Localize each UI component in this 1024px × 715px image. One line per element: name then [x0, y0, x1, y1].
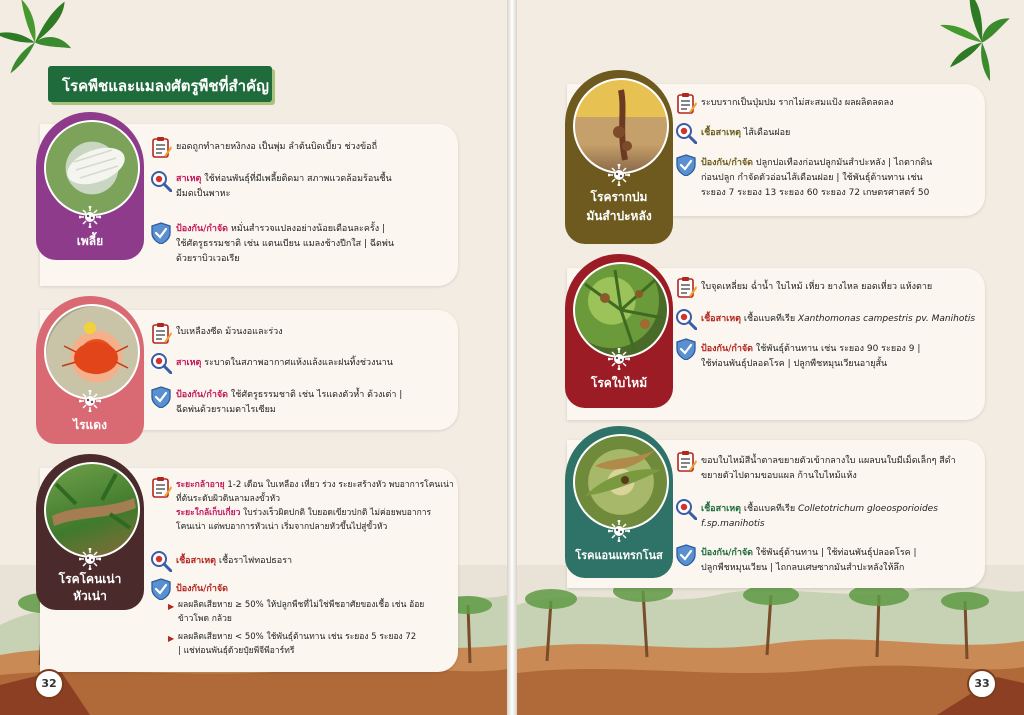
- virus-icon: [79, 548, 101, 570]
- red-mite-photo: [44, 304, 140, 400]
- control-label: ป้องกัน/กำจัด: [701, 158, 754, 168]
- bullet-text: ผลผลิตเสียหาย ≥ 50% ให้ปลูกพืชที่ไม่ใช่พืชอาศัยของเชื้อ เช่น อ้อย: [178, 600, 425, 610]
- control-text: ใช้พันธุ์ต้านทาน เช่น ระยอง 90 ระยอง 9 |: [755, 344, 921, 354]
- page-number: 32: [34, 669, 64, 699]
- cause-text: ระบาดในสภาพอากาศแห้งแล้งและฝนทิ้งช่วงนาน: [204, 358, 393, 368]
- symptom-label-2: ระยะใกล้เก็บเกี่ยว: [176, 508, 241, 518]
- bullet-arrow-icon: ▶: [168, 634, 175, 643]
- root-rot-badge: [36, 454, 144, 610]
- pest-name: เพลี้ย: [76, 234, 104, 248]
- cause-text: เชื้อแบคทีเรีย: [743, 504, 798, 514]
- control-text-2: ใช้ท่อนพันธุ์ปลอดโรค | ปลูกพืชหมุนเวียนอายุสั้น: [701, 359, 888, 369]
- symptom-text-1: 1-2 เดือน ใบเหลือง เหี่ยว ร่วง ระยะสร้างหัว พบอาการโคนเน่า: [224, 480, 454, 490]
- shield-icon: [150, 386, 172, 408]
- cause-text: เชื้อราไฟทอปธอรา: [218, 556, 293, 566]
- pest-name-line-2: หัวเน่า: [73, 589, 107, 603]
- symptom-text-2: ขยายตัวไปตามขอบแผล ก้านใบไหม้แห้ง: [701, 471, 857, 481]
- virus-icon: [608, 348, 630, 370]
- cause-text: ไส้เดือนฝอย: [743, 128, 791, 138]
- control-text-3: ด้วยราบิวเวอเรีย: [176, 254, 240, 264]
- shield-icon: [675, 154, 697, 176]
- cause-label: เชื้อสาเหตุ: [176, 556, 216, 566]
- pest-name: ไรแดง: [73, 418, 107, 432]
- control-label: ป้องกัน/กำจัด: [701, 344, 754, 354]
- cause-text-2: มีมดเป็นพาหะ: [176, 189, 231, 199]
- pest-name: โรคแอนแทรกโนส: [575, 549, 663, 562]
- magnifier-bug-icon: [150, 170, 172, 192]
- cassava-leaf-icon: [927, 0, 1024, 84]
- clipboard-icon: [150, 136, 172, 158]
- root-knot-photo: [573, 78, 669, 174]
- anthracnose-badge: [565, 426, 673, 578]
- control-text-2: ปลูกพืชหมุนเวียน | ไถกลบเศษซากมันสำปะหลังให้ลึก: [701, 563, 905, 573]
- symptom-text: ยอดถูกทำลายหงิกงอ เป็นพุ่ม ลำต้นบิดเบี้ยว ช่วงข้อถี่: [176, 142, 378, 152]
- virus-icon: [79, 390, 101, 412]
- control-text-3: ระยอง 7 ระยอง 13 ระยอง 60 ระยอง 72 เกษตรศาสตร์ 50: [701, 188, 930, 198]
- symptom-text-2b: โคนเน่า แต่พบอาการหัวเน่า เริ่มจากปลายหัวขึ้นไปสู่ขั้วหัว: [176, 522, 388, 532]
- bullet-text: ผลผลิตเสียหาย < 50% ใช้พันธุ์ต้านทาน เช่น ระยอง 5 ระยอง 72: [178, 632, 417, 642]
- symptom-label-1: ระยะกล้าอายุ: [176, 480, 225, 490]
- control-label: ป้องกัน/กำจัด: [701, 548, 754, 558]
- cause-text: ใช้ท่อนพันธุ์ที่มีเพลี้ยติดมา สภาพแวดล้อมร้อนชื้น: [204, 174, 392, 184]
- aphid-badge: [36, 112, 144, 260]
- magnifier-bug-icon: [150, 550, 172, 572]
- clipboard-icon: [150, 322, 172, 344]
- aphid-photo: [44, 120, 140, 216]
- shield-icon: [150, 222, 172, 244]
- symptom-text: ขอบใบไหม้สีน้ำตาลขยายตัวเข้ากลางใบ แผลบนใบมีเม็ดเล็กๆ สีดำ: [701, 456, 956, 466]
- control-label: ป้องกัน/กำจัด: [176, 584, 229, 594]
- red-mite-badge: [36, 296, 144, 444]
- magnifier-bug-icon: [675, 308, 697, 330]
- virus-icon: [79, 206, 101, 228]
- symptom-text: ใบเหลืองซีด ม้วนงอและร่วง: [176, 327, 283, 337]
- cause-scientific-name: Colletotrichum gloeosporioides: [797, 504, 938, 514]
- left-page: [0, 0, 507, 715]
- right-page: [517, 0, 1024, 715]
- bullet-text-cont: ข้าวโพด กล้วย: [178, 614, 232, 624]
- clipboard-icon: [675, 92, 697, 114]
- cause-label: สาเหตุ: [176, 358, 202, 368]
- cause-label: เชื้อสาเหตุ: [701, 128, 741, 138]
- magnifier-bug-icon: [150, 352, 172, 374]
- shield-icon: [675, 338, 697, 360]
- cause-label: เชื้อสาเหตุ: [701, 504, 741, 514]
- cause-label: เชื้อสาเหตุ: [701, 314, 741, 324]
- control-text: ใช้พันธุ์ต้านทาน | ใช้ท่อนพันธุ์ปลอดโรค |: [755, 548, 917, 558]
- root-rot-photo: [44, 462, 140, 558]
- virus-icon: [608, 520, 630, 542]
- control-text: หมั่นสำรวจแปลงอย่างน้อยเดือนละครั้ง |: [230, 224, 385, 234]
- virus-icon: [608, 164, 630, 186]
- magnifier-bug-icon: [675, 498, 697, 520]
- pest-name-line-2: มันสำปะหลัง: [586, 209, 652, 223]
- bullet-arrow-icon: ▶: [168, 602, 175, 611]
- symptom-text-2: ใบร่วงเร็วผิดปกติ ใบยอดเขียวปกติ ไม่ค่อยพบอาการ: [240, 508, 432, 518]
- shield-icon: [150, 578, 172, 600]
- blight-photo: [573, 262, 669, 358]
- symptom-text: ใบจุดเหลี่ยม ฉ่ำน้ำ ใบไหม้ เหี่ยว ยางไหล ยอดเหี่ยว แห้งตาย: [701, 282, 933, 292]
- cause-scientific-name-2: f.sp.manihotis: [701, 519, 765, 529]
- page-gutter: [507, 0, 517, 715]
- clipboard-icon: [675, 450, 697, 472]
- shield-icon: [675, 544, 697, 566]
- clipboard-icon: [675, 276, 697, 298]
- page-title: โรคพืชและแมลงศัตรูพืชที่สำคัญ: [62, 77, 269, 95]
- pest-name: โรครากปม: [590, 190, 648, 204]
- control-text: ใช้ศัตรูธรรมชาติ เช่น ไรแดงตัวห้ำ ด้วงเต่า |: [230, 390, 403, 400]
- symptom-text: ระบบรากเป็นปุ่มปม รากไม่สะสมแป้ง ผลผลิตลดลง: [701, 98, 894, 108]
- root-knot-badge: [565, 70, 673, 244]
- cause-text: เชื้อแบคทีเรีย: [743, 314, 798, 324]
- control-label: ป้องกัน/กำจัด: [176, 224, 229, 234]
- magnifier-bug-icon: [675, 122, 697, 144]
- page-number: 33: [967, 669, 997, 699]
- cause-scientific-name: Xanthomonas campestris pv. Manihotis: [797, 314, 976, 324]
- control-text-2: ใช้ศัตรูธรรมชาติ เช่น แตนเบียน แมลงช้างปีกใส | ฉีดพ่น: [176, 239, 394, 249]
- control-text-2: ก่อนปลูก กำจัดตัวอ่อนไส้เดือนฝอย | ใช้พันธุ์ต้านทาน เช่น: [701, 173, 923, 183]
- anthracnose-photo: [573, 434, 669, 530]
- pest-name: โรคโคนเน่า: [58, 572, 122, 586]
- section-title-banner: [48, 66, 272, 102]
- control-text-2: ฉีดพ่นด้วยราเมตาไรเซียม: [176, 405, 276, 415]
- clipboard-icon: [150, 476, 172, 498]
- pest-name: โรคใบไหม้: [590, 376, 648, 390]
- cause-label: สาเหตุ: [176, 174, 202, 184]
- control-text: ปลูกปอเทืองก่อนปลูกมันสำปะหลัง | ไถตากดิน: [755, 158, 933, 168]
- control-label: ป้องกัน/กำจัด: [176, 390, 229, 400]
- symptom-text-1b: ที่ต้นระดับผิวดินลามลงขั้วหัว: [176, 494, 280, 504]
- bullet-text-cont: | แช่ท่อนพันธุ์ด้วยปุ๋ยพีจีพีอาร์ทรี: [178, 646, 295, 656]
- blight-badge: [565, 254, 673, 408]
